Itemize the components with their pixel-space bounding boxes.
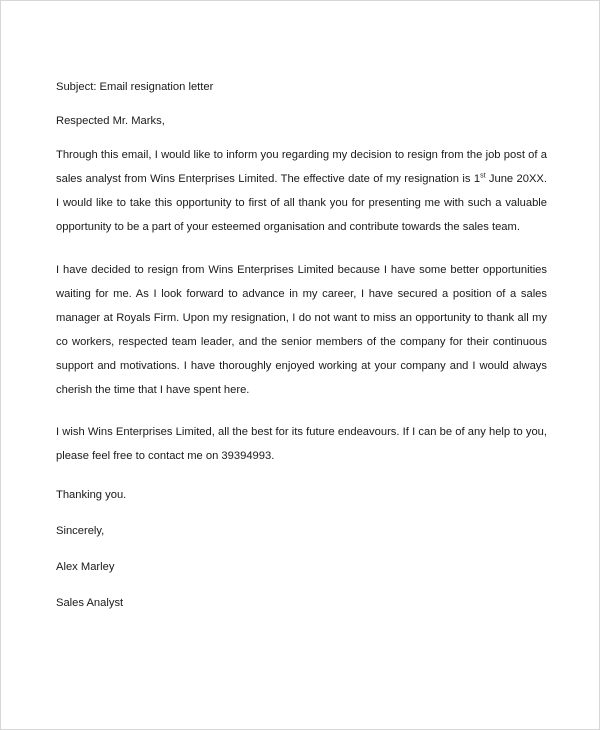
signature-name: Alex Marley: [56, 561, 115, 573]
subject-line: Subject: Email resignation letter: [56, 81, 214, 93]
resignation-letter: [56, 79, 547, 611]
thanks-line: Thanking you.: [56, 489, 127, 501]
ordinal-suffix: st: [480, 172, 486, 180]
paragraph-1-text-end: June 20XX. I would like to take this opportunity to first of all thank you for presenting me with such a valuable opportunity to be a part of your esteemed organisation and contribute towards the sales team.: [56, 173, 548, 233]
signature-title: Sales Analyst: [56, 597, 124, 609]
closing-line: Sincerely,: [56, 525, 105, 537]
body-paragraph-3: I wish Wins Enterprises Limited, all the best for its future endeavours. If I can be of any help to you, please feel free to contact me on 39394993.: [56, 426, 547, 462]
body-paragraph-2: I have decided to resign from Wins Enterprises Limited because I have some better opportunities waiting for me. As I look forward to advance in my career, I have secured a position of a sales manager at Royals Firm. Upon my resignation, I do not want to miss an opportunity to thank all my co workers, respected team leader, and the senior members of the company for their continuous support and motivations. I have thoroughly enjoyed working at your company and I would always cherish the time that I have spent here.: [56, 264, 547, 396]
body-paragraph-1: [56, 143, 547, 239]
paragraph-1-text-start: Through this email, I would like to inform you regarding my decision to resign from the job post of a sales analyst from Wins Enterprises Limited. The effective date of my resignation is 1: [56, 149, 547, 185]
salutation: Respected Mr. Marks,: [56, 115, 165, 127]
